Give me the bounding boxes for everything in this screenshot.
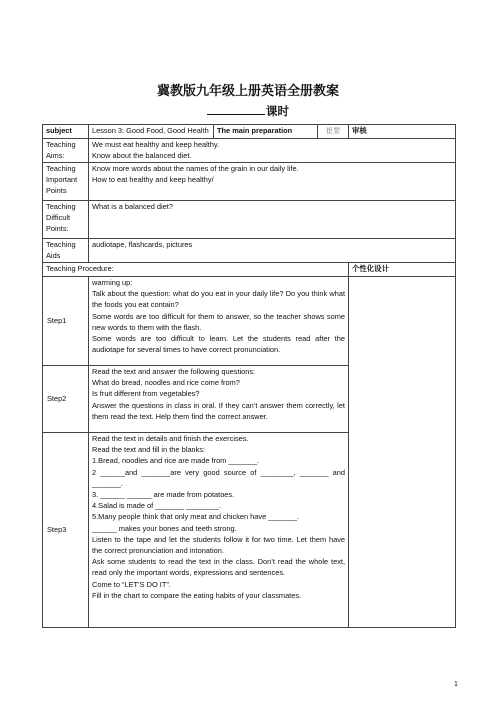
difficult-label: Teaching Difficult Points: [43,201,89,239]
step-line: warming up: [92,278,133,287]
preparer-cell: 崔要 [318,125,349,139]
aids-row [43,239,456,263]
lesson-plan-table [42,124,456,628]
important-label: Teaching Important Points [43,163,89,201]
step-line: Come to “LET’S DO IT”. [92,579,171,589]
step-content [89,277,349,366]
step-line: Read the text and fill in the blanks: [92,445,205,455]
subject-label: subject [43,125,89,139]
step-line: ______ makes your bones and teeth strong. [92,523,237,533]
main-preparation-label: The main preparation [214,125,318,139]
difficult-content [89,201,456,239]
step-content [89,433,349,628]
document-title: 冀教版九年级上册英语全册教案 [156,84,339,99]
aims-row [43,139,456,163]
step-line: Read the text and answer the following questions: [92,367,256,376]
procedure-header-row [43,263,456,277]
personal-design-label: 个性化设计 [349,263,456,277]
step-line: Listen to the tape and let the students follow it for two time. Let them have the correct pronunciation and intonation. [92,534,345,556]
aids-label: Teaching Aids [43,239,89,263]
aids-content [89,239,456,263]
step-line: Some words are too difficult for them to answer, so the teacher shows some new words to them with the flash. [92,311,345,332]
important-line: How to eat healthy and keep healthy/ [92,175,214,185]
step-label: Step3 [43,433,89,628]
step-label: Step2 [43,366,89,433]
page-number: 1 [454,681,458,688]
lesson-name: Lesson 3: Good Food, Good Health [89,125,214,139]
aims-label: Teaching Aims: [43,139,89,163]
aims-content [89,139,456,163]
important-row [43,163,456,201]
step-line: 5.Many people think that only meat and chicken have _______. [92,512,300,522]
aids-line: audiotape, flashcards, pictures [92,240,193,249]
step-line: 1.Bread, noodles and rice are made from _______. [92,456,260,466]
step-line: 3. ______ ______ are made from potatoes. [92,490,235,500]
blank-line [207,103,265,115]
procedure-label: Teaching Procedure: [43,263,349,277]
step-line: Some words are too difficult to learn. Let the students read after the audiotape for several times to have correct pronunciation. [92,334,345,355]
step-line: What do bread, noodles and rice come from? [92,378,240,388]
difficult-line: What is a balanced diet? [92,202,173,211]
important-content [89,163,456,201]
step-line: 4.Salad is made of _______ ________. [92,501,222,511]
review-cell: 审核 [349,125,456,139]
step-line: 2 ______and _______are very good source of ________, _______ and _______. [92,467,345,488]
lesson-hours-line [0,103,496,119]
step-line: Ask some students to read the text in the class. Don’t read the whole text, read only the important words, expressions and sentences. [92,557,345,578]
step-content [89,366,349,433]
step-line: Talk about the question: what do you eat in your daily life? Do you think what the foods you eat contain? [92,289,345,310]
step-line: Answer the questions in class in oral. If they can’t answer them correctly, let them read the text. Help them find the correct answer. [92,400,345,421]
step-line: Read the text in details and finish the exercises. [92,434,249,443]
important-line: Know more words about the names of the grain in our daily life. [92,164,299,173]
personal-design-cell [349,277,456,628]
step-row [43,277,456,366]
aims-line: Know about the balanced diet. [92,151,192,161]
step-line: Fill in the chart to compare the eating habits of your classmates. [92,590,302,600]
difficult-row [43,201,456,239]
lesson-hours-label: 课时 [266,104,289,118]
header-row [43,125,456,139]
step-line: Is fruit different from vegetables? [92,389,200,399]
aims-line: We must eat healthy and keep healthy. [92,140,220,149]
step-label: Step1 [43,277,89,366]
